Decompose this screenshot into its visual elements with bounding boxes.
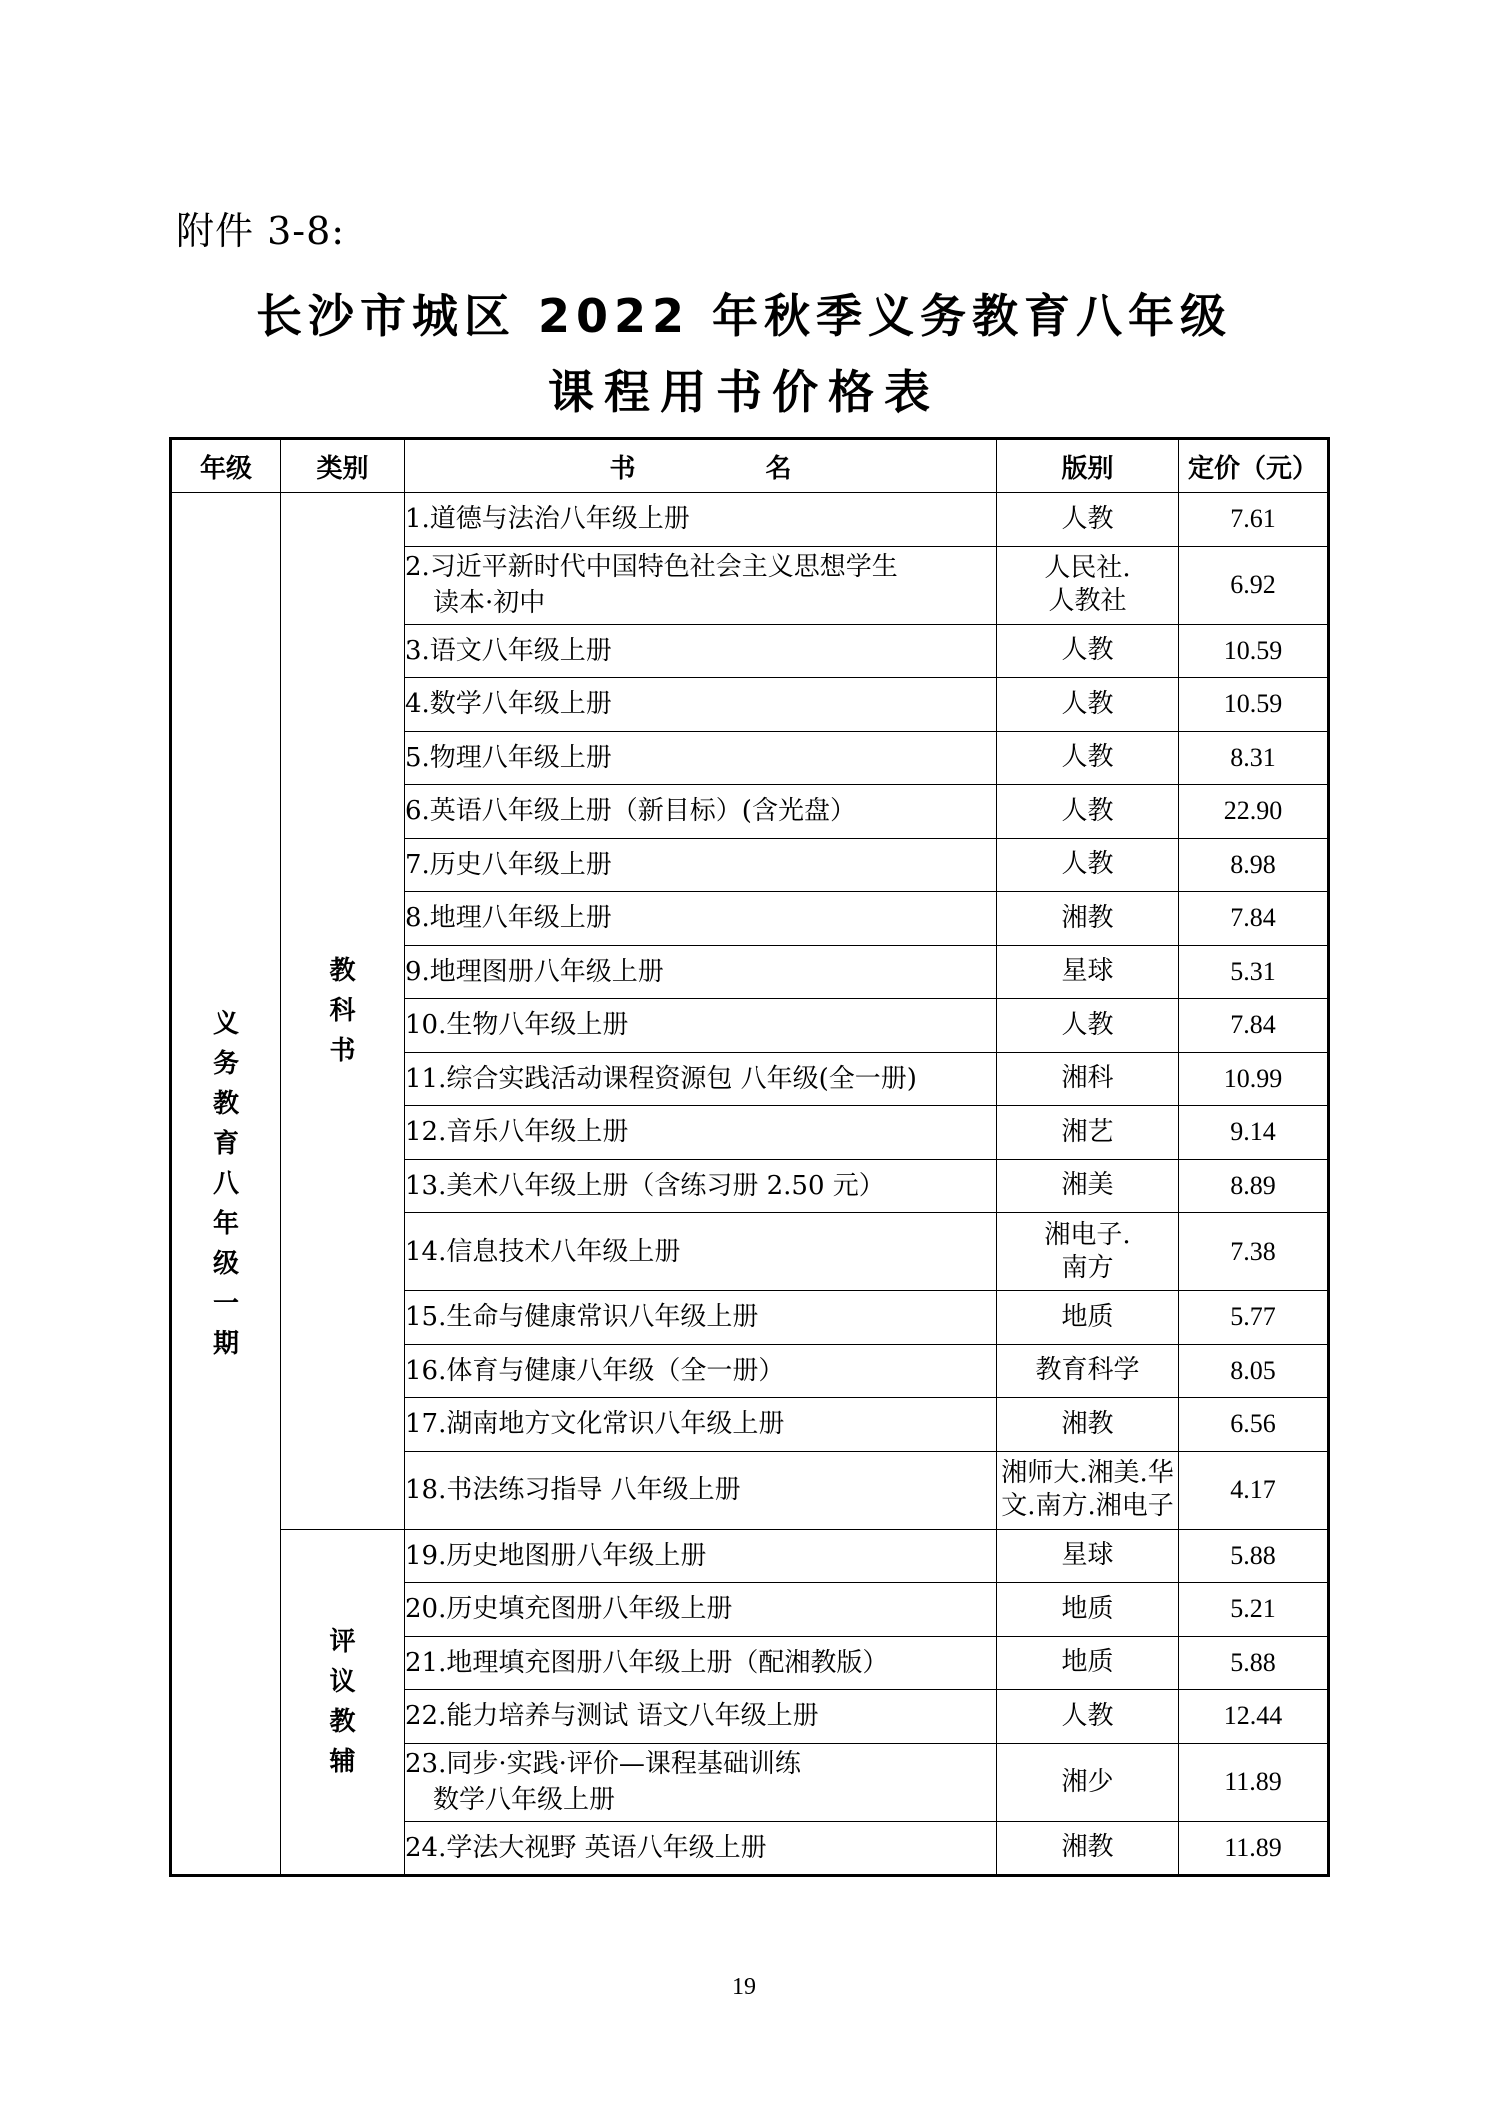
- edition: 人教: [1061, 795, 1114, 826]
- book-name-cell: [405, 892, 997, 946]
- book-name-cell: [405, 493, 997, 547]
- price: 8.31: [1230, 742, 1276, 772]
- edition-cell: [997, 624, 1179, 678]
- book-name: 6.英语八年级上册（新目标）(含光盘）: [405, 796, 856, 827]
- edition-cell: [997, 1583, 1179, 1637]
- price: 6.92: [1230, 570, 1276, 599]
- book-name: 24.学法大视野 英语八年级上册: [405, 1832, 767, 1863]
- edition-cell: [997, 999, 1179, 1053]
- book-name: 7.历史八年级上册: [405, 849, 612, 880]
- edition: 人教: [1061, 742, 1114, 773]
- header-category: 类别: [281, 439, 405, 493]
- book-name-cell: [405, 1213, 997, 1291]
- book-name: 15.生命与健康常识八年级上册: [405, 1302, 759, 1333]
- book-name-line2: 数学八年级上册: [433, 1785, 616, 1815]
- edition-cell: [997, 1636, 1179, 1690]
- header-edition: 版别: [997, 439, 1179, 493]
- edition: 湘教: [1061, 1832, 1114, 1863]
- price: 11.89: [1224, 1767, 1282, 1796]
- book-name: 22.能力培养与测试 语文八年级上册: [405, 1701, 819, 1732]
- book-name-cell: [405, 1344, 997, 1398]
- edition: 人民社. 人教社: [1044, 553, 1131, 616]
- category-textbook-label: 教科书: [329, 955, 356, 1066]
- book-name-cell: [405, 1583, 997, 1637]
- edition: 湘艺: [1061, 1116, 1114, 1147]
- edition: 湘教: [1061, 1408, 1114, 1439]
- book-name: 21.地理填充图册八年级上册（配湘教版）: [405, 1647, 889, 1678]
- edition: 人教: [1061, 503, 1114, 534]
- price-cell: [1179, 731, 1329, 785]
- price: 6.56: [1230, 1409, 1276, 1439]
- header-price: 定价（元）: [1179, 439, 1329, 493]
- price-cell: [1179, 785, 1329, 839]
- book-name: 19.历史地图册八年级上册: [405, 1540, 707, 1571]
- price: 5.21: [1230, 1594, 1276, 1624]
- edition-cell: [997, 493, 1179, 547]
- price-cell: [1179, 892, 1329, 946]
- book-name: 12.音乐八年级上册: [405, 1117, 629, 1148]
- price-cell: [1179, 1690, 1329, 1744]
- price: 5.77: [1230, 1302, 1276, 1332]
- price-table: [169, 437, 1330, 1877]
- price: 9.14: [1230, 1117, 1276, 1147]
- book-name: 23.同步·实践·评价—课程基础训练: [405, 1749, 801, 1779]
- page-title-line1: 长沙市城区 2022 年秋季义务教育八年级: [255, 289, 1233, 343]
- edition: 人教: [1061, 635, 1114, 666]
- price-cell: [1179, 1106, 1329, 1160]
- book-name-cell: [405, 838, 997, 892]
- book-name: 16.体育与健康八年级（全一册）: [405, 1355, 785, 1386]
- book-name-cell: [405, 1636, 997, 1690]
- table-header-row: [171, 439, 1329, 493]
- price-cell: [1179, 1636, 1329, 1690]
- book-name-cell: [405, 999, 997, 1053]
- edition-cell: [997, 546, 1179, 624]
- grade-cell: [171, 493, 281, 1876]
- price: 7.84: [1230, 1010, 1276, 1040]
- price: 10.99: [1223, 1063, 1283, 1093]
- edition: 地质: [1061, 1301, 1114, 1332]
- price-cell: [1179, 678, 1329, 732]
- edition: 星球: [1061, 956, 1114, 987]
- edition-cell: [997, 1106, 1179, 1160]
- edition: 人教: [1061, 1009, 1114, 1040]
- page-number: 19: [732, 1974, 756, 2000]
- book-name-line2: 读本·初中: [433, 588, 546, 618]
- table-row: [171, 1529, 1329, 1583]
- book-name-cell: [405, 785, 997, 839]
- edition-cell: [997, 892, 1179, 946]
- edition-cell: [997, 1821, 1179, 1876]
- book-name-cell: [405, 1159, 997, 1213]
- header-book-name: 书 名: [405, 439, 997, 493]
- price-cell: [1179, 1159, 1329, 1213]
- price: 22.90: [1223, 796, 1283, 826]
- price-cell: [1179, 1743, 1329, 1821]
- edition: 地质: [1061, 1593, 1114, 1624]
- price: 12.44: [1223, 1701, 1283, 1731]
- edition: 星球: [1061, 1540, 1114, 1571]
- price-cell: [1179, 1213, 1329, 1291]
- edition-cell: [997, 1529, 1179, 1583]
- edition-cell: [997, 945, 1179, 999]
- book-name-cell: [405, 1291, 997, 1345]
- price: 4.17: [1230, 1475, 1276, 1504]
- book-name-cell: [405, 1451, 997, 1529]
- book-name-cell: [405, 678, 997, 732]
- edition-cell: [997, 1291, 1179, 1345]
- edition-cell: [997, 1159, 1179, 1213]
- price-cell: [1179, 1583, 1329, 1637]
- price-cell: [1179, 1451, 1329, 1529]
- grade-label: 义务教育八年级一期: [212, 1008, 239, 1359]
- edition: 人教: [1061, 688, 1114, 719]
- price: 5.88: [1230, 1540, 1276, 1570]
- edition: 湘少: [1061, 1766, 1114, 1797]
- edition-cell: [997, 838, 1179, 892]
- price: 10.59: [1223, 689, 1283, 719]
- edition-cell: [997, 785, 1179, 839]
- price-cell: [1179, 999, 1329, 1053]
- edition-cell: [997, 1398, 1179, 1452]
- book-name-cell: [405, 1398, 997, 1452]
- book-name: 20.历史填充图册八年级上册: [405, 1594, 733, 1625]
- price: 7.61: [1230, 504, 1276, 534]
- price-cell: [1179, 838, 1329, 892]
- book-name: 5.物理八年级上册: [405, 742, 612, 773]
- book-name-cell: [405, 731, 997, 785]
- edition-cell: [997, 678, 1179, 732]
- book-name: 4.数学八年级上册: [405, 689, 612, 720]
- price-cell: [1179, 1529, 1329, 1583]
- book-name-cell: [405, 546, 997, 624]
- book-name-cell: [405, 1821, 997, 1876]
- book-name-cell: [405, 624, 997, 678]
- book-name-cell: [405, 1529, 997, 1583]
- category-textbook-cell: [281, 493, 405, 1530]
- edition: 湘师大.湘美.华 文.南方.湘电子: [1001, 1458, 1174, 1521]
- price: 8.98: [1230, 849, 1276, 879]
- attachment-label: 附件 3-8:: [176, 209, 346, 253]
- edition-cell: [997, 1690, 1179, 1744]
- book-name: 18.书法练习指导 八年级上册: [405, 1475, 741, 1505]
- book-name: 13.美术八年级上册（含练习册 2.50 元）: [405, 1170, 885, 1201]
- page-title-line2: 课程用书价格表: [548, 365, 940, 419]
- price-cell: [1179, 1344, 1329, 1398]
- edition: 湘教: [1061, 902, 1114, 933]
- price-cell: [1179, 624, 1329, 678]
- price: 7.84: [1230, 903, 1276, 933]
- book-name-cell: [405, 1052, 997, 1106]
- edition: 教育科学: [1035, 1355, 1140, 1386]
- price: 10.59: [1223, 635, 1283, 665]
- book-name: 10.生物八年级上册: [405, 1010, 629, 1041]
- edition-cell: [997, 731, 1179, 785]
- price-cell: [1179, 493, 1329, 547]
- edition: 湘电子. 南方: [1044, 1219, 1131, 1283]
- edition: 地质: [1061, 1647, 1114, 1678]
- book-name-cell: [405, 945, 997, 999]
- price: 5.31: [1230, 956, 1276, 986]
- price: 8.89: [1230, 1170, 1276, 1200]
- price-cell: [1179, 1821, 1329, 1876]
- book-name-cell: [405, 1690, 997, 1744]
- table-row: [171, 493, 1329, 547]
- category-supplement-cell: [281, 1529, 405, 1876]
- book-name: 17.湖南地方文化常识八年级上册: [405, 1409, 785, 1440]
- edition: 湘美: [1061, 1170, 1114, 1201]
- price: 7.38: [1230, 1236, 1276, 1266]
- edition-cell: [997, 1052, 1179, 1106]
- book-name: 8.地理八年级上册: [405, 903, 612, 934]
- edition-cell: [997, 1344, 1179, 1398]
- book-name: 9.地理图册八年级上册: [405, 956, 664, 987]
- edition-cell: [997, 1451, 1179, 1529]
- book-name-cell: [405, 1743, 997, 1821]
- book-name: 14.信息技术八年级上册: [405, 1236, 681, 1267]
- edition: 湘科: [1061, 1063, 1114, 1094]
- book-name: 3.语文八年级上册: [405, 635, 612, 666]
- price: 8.05: [1230, 1355, 1276, 1385]
- book-name-cell: [405, 1106, 997, 1160]
- book-name: 2.习近平新时代中国特色社会主义思想学生: [405, 552, 898, 582]
- price: 11.89: [1224, 1832, 1282, 1862]
- price-cell: [1179, 945, 1329, 999]
- edition: 人教: [1061, 1700, 1114, 1731]
- edition-cell: [997, 1743, 1179, 1821]
- book-name: 11.综合实践活动课程资源包 八年级(全一册): [405, 1063, 917, 1094]
- book-name: 1.道德与法治八年级上册: [405, 504, 690, 535]
- edition-cell: [997, 1213, 1179, 1291]
- price-cell: [1179, 1291, 1329, 1345]
- edition: 人教: [1061, 849, 1114, 880]
- category-supplement-label: 评议教辅: [329, 1626, 356, 1777]
- header-grade: 年级: [171, 439, 281, 493]
- price-cell: [1179, 1398, 1329, 1452]
- price-cell: [1179, 1052, 1329, 1106]
- price: 5.88: [1230, 1647, 1276, 1677]
- price-cell: [1179, 546, 1329, 624]
